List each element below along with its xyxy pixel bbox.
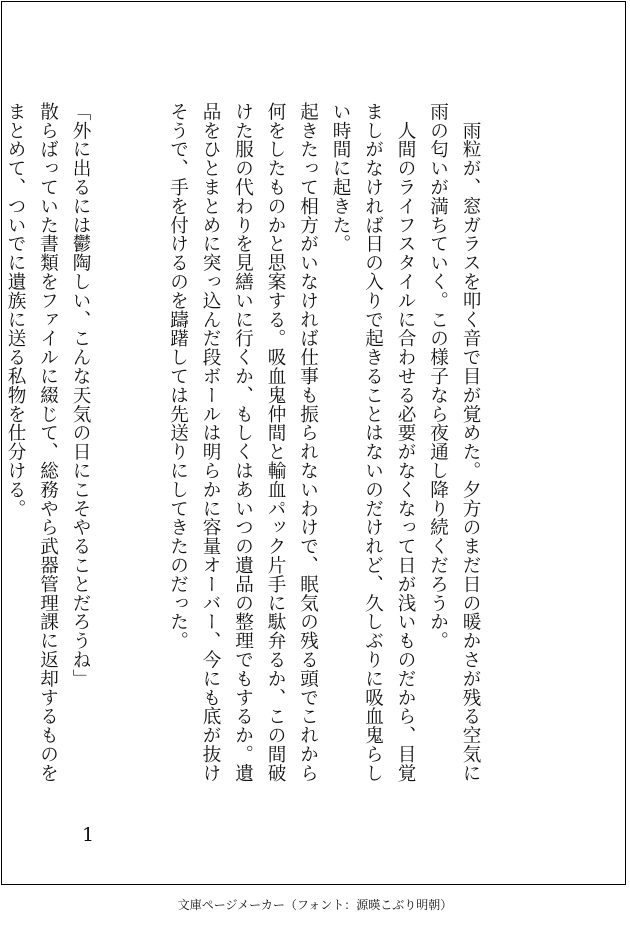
text-line: まとめて、ついでに遺族に送る私物を仕分ける。	[5, 102, 26, 518]
text-line: 雨粒が、窓ガラスを叩く音で目が覚めた。夕方のまだ日の暖かさが残る空気に	[460, 102, 481, 783]
novel-body-text	[0, 102, 486, 822]
text-line: 品をひとまとめに突っ込んだ段ボールは明らかに容量オーバー、今にも底が抜け	[200, 102, 221, 783]
page-frame	[1, 1, 626, 885]
text-line: い時間に起きた。	[330, 102, 351, 254]
text-line: 散らばっていた書類をファイルに綴じて、総務やら武器管理課に返却するものを	[37, 102, 59, 783]
paragraph-gap	[96, 102, 161, 822]
text-line: 起きたって相方がいなければ仕事も振られないわけで、眠気の残る頭でこれから	[297, 102, 319, 783]
text-line: 雨の匂いが満ちていく。この様子なら夜通し降り続くだろうか。	[427, 102, 449, 651]
text-line: ましがなければ日の入りで起きることはないのだけれど、久しぶりに吸血鬼らし	[362, 102, 384, 783]
dialogue-line: 「外に出るには鬱陶しい、こんな天気の日にこそやることだろうね」	[70, 102, 91, 688]
footer-credit: 文庫ページメーカー（フォント：源暎こぶり明朝）	[177, 898, 453, 912]
page-number: 1	[82, 824, 95, 846]
text-line: 何をしたものかと思案する。吸血鬼仲間と輸血パック片手に駄弁るか、この間破	[265, 102, 286, 783]
text-line: けた服の代わりを見繕いに行くか、もしくはあいつの遺品の整理でもするか。遺	[232, 102, 254, 783]
text-line: そうで、手を付けるのを躊躇しては先送りにしてきたのだった。	[167, 102, 189, 651]
text-line: 人間のライフスタイルに合わせる必要がなくなって日が浅いものだから、目覚	[395, 102, 416, 783]
